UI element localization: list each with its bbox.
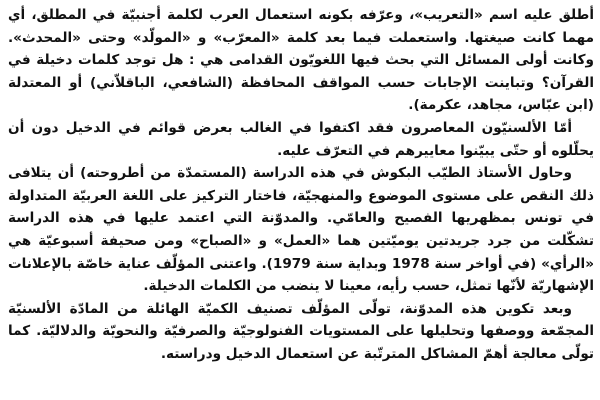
paragraph-definition: أطلق عليه اسم «التعريب»، وعرّفه بكونه استعمال العرب لكلمة أجنبيّة في المطلق، أي مهما كانت صيغتها. واستعملت فيما بعد كلمة «المعرّب» و «المولّد» وحتى «المحدث». وكانت أولى المسائل التي بحث فيها اللغويّون القدامى هي : هل توجد كلمات دخيلة في القرآن؟ وتباينت الإجابات حسب المواقف المحافظة (الشافعي، الباقلاّني) أو المعتدلة (ابن عبّاس، مجاهد، عكرمة). — [8, 7, 594, 114]
paragraph-modern-linguists: أمّا الألسنيّون المعاصرون فقد اكتفوا في الغالب بعرض قوائم في الدخيل دون أن يحلّلوه أو حتّى يبيّنوا معاييرهم في التعرّف عليه. — [8, 119, 594, 159]
paragraph-analysis: وبعد تكوين هذه المدوّنة، تولّى المؤلّف تصنيف الكميّة الهائلة من المادّة الألسنيّة المجمّعة ووصفها وتحليلها على المستويات الفنولوجيّة والصرفيّة والنحويّة والدلاليّة. كما تولّى معالجة أهمّ المشاكل المترتّبة عن استعمال الدخيل ودراسته. — [8, 300, 594, 362]
paragraph-study-corpus: وحاول الأستاذ الطيّب البكوش في هذه الدراسة (المستمدّة من أطروحته) أن يتلافى ذلك النقص على مستوى الموضوع والمنهجيّة، فاختار التركيز على اللغة العربيّة المتداولة في تونس بمظهريها الفصيح والعامّي. والمدوّنة التي اعتمد عليها في هذه الدراسة تشكّلت من جرد جريدتين يوميّتين هما «العمل» و «الصباح» ومن صحيفة أسبوعيّة هي «الرأي» (في أواخر سنة 1978 وبداية سنة 1979). واعتنى المؤلّف عناية خاصّة بالإعلانات الإشهاريّة لأنّها تمثل، حسب رأيه، معينا لا ينضب من الكلمات الدخيلة. — [8, 165, 594, 295]
